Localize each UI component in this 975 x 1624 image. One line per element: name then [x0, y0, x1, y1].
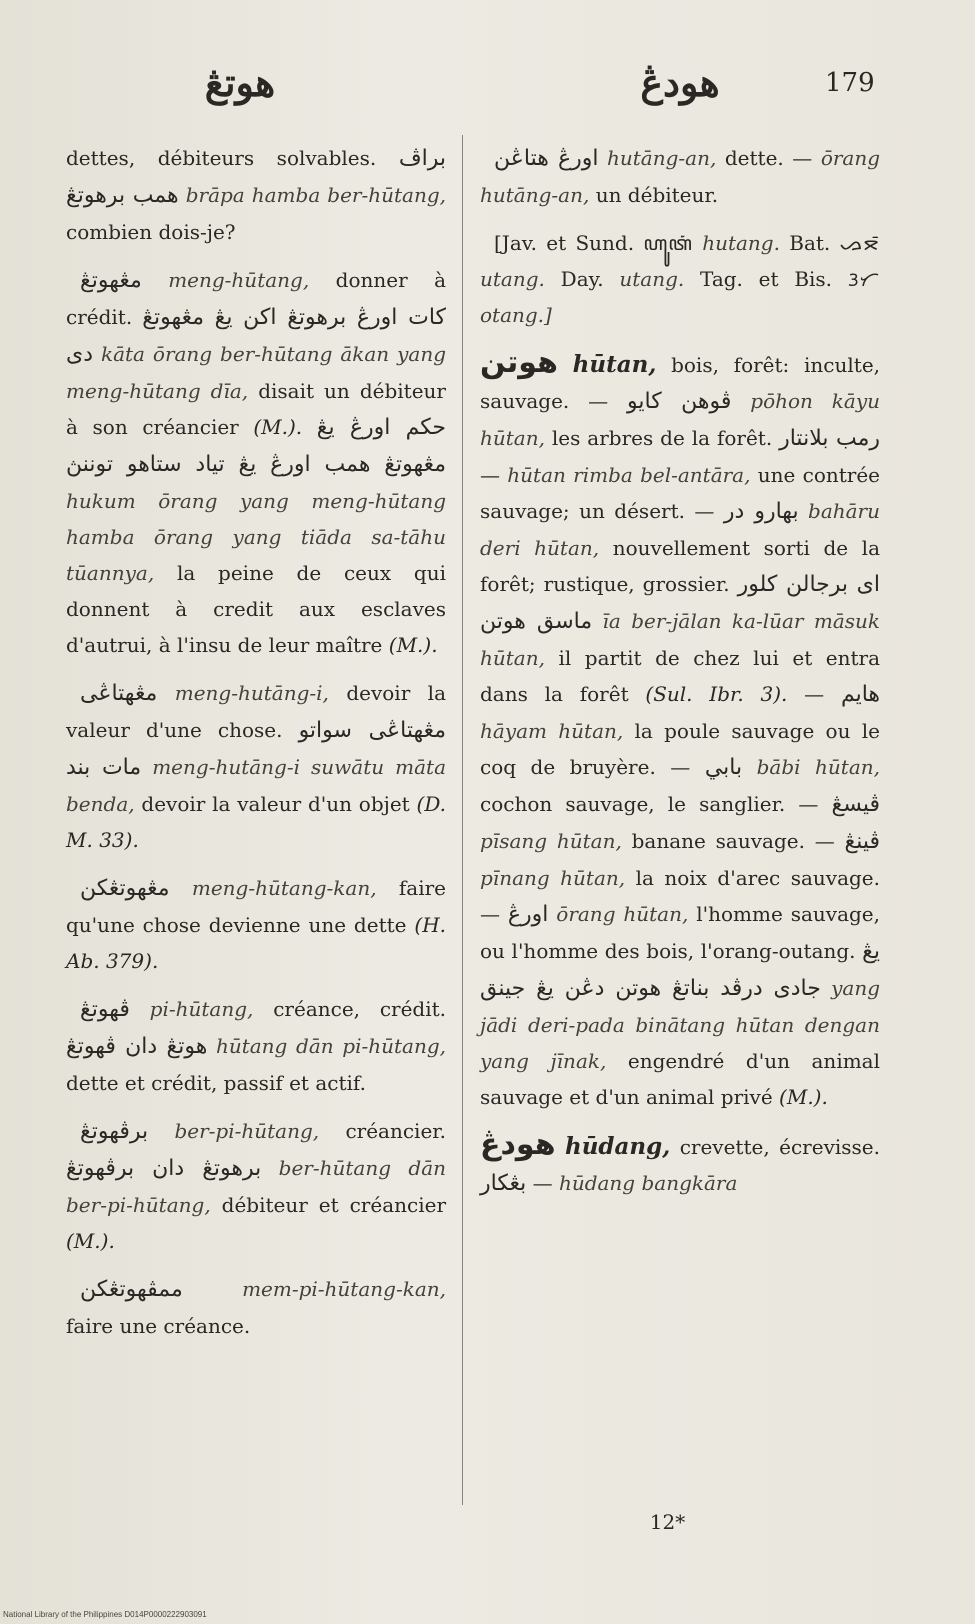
text: la poule sauvage ou le coq de bruyère. —: [480, 719, 880, 779]
left-running-head: هوتڠ: [204, 60, 276, 105]
text: combien dois-je?: [66, 220, 236, 244]
arabic-script: اى برجالن كلور ماسق هوتن: [480, 572, 880, 634]
arabic-script: كات اورڠ برهوتڠ اكن يڠ مڠهوتڠ دى: [66, 305, 446, 367]
arabic-script: بابي: [704, 755, 743, 780]
text: la peine de ceux qui donnent à credit aux esclaves d'autrui, à l'insu de leur maître: [66, 561, 446, 657]
transliteration: hūtang dān pi-hūtang,: [215, 1034, 446, 1058]
reference: (Sul. Ibr. 3).: [645, 682, 788, 706]
transliteration: īa ber-jālan ka-lūar māsuk hūtan,: [480, 609, 881, 670]
arabic-script: بڠكار: [480, 1171, 527, 1196]
entry-hudang: [480, 1127, 880, 1202]
transliteration: meng-hūtang-kan,: [191, 876, 377, 900]
text: dette et crédit, passif et actif.: [66, 1071, 366, 1095]
text: créancier.: [345, 1119, 446, 1143]
text: créance, crédit.: [273, 997, 447, 1021]
entry-meng-hutang-i: [66, 675, 446, 858]
transliteration: kāta ōrang ber-hūtang ākan yang meng-hūtang dīa,: [66, 342, 447, 403]
text: [Jav. et Sund.: [494, 231, 635, 255]
right-column: [480, 140, 880, 1214]
arabic-script: برڤهوتڠ: [80, 1119, 149, 1144]
arabic-script: مڠهوتڠ: [80, 268, 142, 293]
text: —: [480, 463, 500, 487]
arabic-script: ڤينڠ: [844, 829, 881, 854]
arabic-script: ڤيسڠ: [831, 792, 881, 817]
scan-footer: National Library of the Philippines D014P0000222903091: [3, 1610, 207, 1619]
text: devoir la valeur d'un objet: [141, 792, 410, 816]
arabic-script: هوتڠ دان ڤهوتڠ: [66, 1034, 208, 1059]
headword-arabic: هوتن: [480, 345, 558, 380]
entry-ber-pi-hutang: [66, 1113, 446, 1259]
entry-pi-hutang: [66, 991, 446, 1101]
text: les arbres de la forêt.: [551, 426, 773, 450]
text: une contrée sauvage; un désert. —: [480, 463, 881, 523]
entry-hutan: [480, 345, 880, 1115]
page-number: 179: [825, 68, 875, 98]
transliteration: meng-hūtang,: [168, 268, 310, 292]
transliteration: ōrang hūtan,: [556, 902, 689, 926]
entry-mem-pi-hutang-kan: [66, 1271, 446, 1344]
entry-continuation: [66, 140, 446, 250]
arabic-script: مڠهتاڠى: [80, 681, 158, 706]
text: dette.: [724, 146, 784, 170]
text: cochon sauvage, le sanglier. —: [480, 792, 819, 816]
signature-mark: 12*: [649, 1510, 686, 1534]
text: la noix d'arec sauvage. —: [480, 866, 880, 926]
transliteration: ber-hūtang dān ber-pi-hūtang,: [66, 1156, 447, 1217]
transliteration: utang.: [480, 267, 545, 291]
transliteration: pōhon kāyu hūtan,: [480, 389, 880, 450]
text: dettes, débiteurs solvables.: [66, 146, 377, 170]
text: donner à crédit.: [66, 268, 446, 329]
reference: (D. M. 33).: [66, 792, 446, 852]
transliteration: yang jādi deri-pada binātang hūtan dengan yang jīnak,: [480, 976, 881, 1073]
transliteration: ōrang hutāng-an,: [480, 146, 881, 207]
transliteration: hukum ōrang yang meng-hūtang hamba ōrang yang tiāda sa-tāhu tūannya,: [66, 489, 446, 585]
headword: hūdang,: [564, 1133, 671, 1160]
reference: (H. Ab. 379).: [66, 913, 446, 973]
transliteration: otang.]: [480, 303, 552, 327]
arabic-script: هايم: [840, 682, 881, 707]
etymology-note: [480, 225, 880, 333]
transliteration: ber-pi-hūtang,: [174, 1119, 320, 1143]
headword: hūtan,: [572, 351, 657, 378]
arabic-script: مڠهوتڠكن: [80, 876, 170, 901]
text: Tag. et Bis.: [700, 267, 833, 291]
transliteration: pīsang hūtan,: [480, 829, 622, 853]
reference: (M.).: [779, 1085, 828, 1109]
transliteration: hāyam hūtan,: [480, 719, 624, 743]
text: disait un débiteur à son créancier: [66, 379, 446, 439]
arabic-script: برهوتڠ دان برڤهوتڠ: [66, 1156, 262, 1181]
text: l'homme sauvage, ou l'homme des bois, l'orang-outang.: [480, 902, 880, 963]
arabic-script: براڤ: [398, 146, 446, 171]
transliteration: hūtan rimba bel-antāra,: [507, 463, 751, 487]
page-header: [0, 60, 975, 130]
reference: (M.).: [388, 633, 438, 657]
tagalog-script: ᜂᜆ: [847, 267, 880, 291]
arabic-script: همب برهوتڠ: [66, 183, 179, 208]
transliteration: bābi hūtan,: [756, 755, 880, 779]
reference: (M.).: [253, 415, 303, 439]
transliteration: meng-hutāng-i suwātu māta benda,: [66, 755, 446, 816]
text: —: [792, 146, 813, 170]
text: crevette, écrevisse.: [679, 1135, 880, 1159]
text: un débiteur.: [595, 183, 719, 207]
text: engendré d'un animal sauvage et d'un animal privé: [480, 1049, 880, 1109]
entry-meng-hutang: [66, 262, 446, 663]
arabic-script: مڠهتاڠى سواتو مات بند: [66, 718, 446, 780]
batak-script: ᯀᯖᯰ: [839, 231, 881, 255]
transliteration: hutāng-an,: [607, 146, 717, 170]
text: Day.: [560, 267, 604, 291]
arabic-script: بهارو در: [723, 499, 799, 524]
text: banane sauvage. —: [631, 829, 835, 853]
text: débiteur et créancier: [221, 1193, 447, 1217]
arabic-script: ممڤهوتڠكن: [80, 1277, 183, 1302]
transliteration: pi-hūtang,: [149, 997, 254, 1021]
text: il partit de chez lui et entra dans la forêt: [480, 646, 880, 706]
arabic-script: اورڠ هتاڠن: [494, 146, 599, 171]
right-running-head: هودڠ: [640, 60, 720, 105]
transliteration: brāpa hamba ber-hūtang,: [185, 183, 446, 207]
transliteration: mem-pi-hūtang-kan,: [242, 1277, 446, 1301]
transliteration: hutang.: [702, 231, 780, 255]
arabic-script: ڤوهن كايو: [627, 389, 732, 414]
arabic-script: رمب بلانتار: [779, 426, 881, 451]
text: bois, forêt: inculte, sauvage. —: [480, 353, 881, 413]
arabic-script: ڤهوتڠ: [80, 997, 130, 1022]
transliteration: bahāru deri hūtan,: [480, 499, 880, 560]
arabic-script: اورڠ: [507, 902, 549, 927]
javanese-script: ꦲꦸꦠꦁ: [643, 231, 693, 255]
text: nouvellement sorti de la forêt; rustique, grossier.: [480, 536, 880, 596]
headword-arabic: هودڠ: [480, 1127, 556, 1162]
column-divider: [462, 135, 463, 1505]
entry-hutang-an: [480, 140, 880, 213]
arabic-script: يڠ جادى درڤد بناتڠ هوتن دڠن يڠ جينق: [480, 939, 881, 1001]
entry-meng-hutang-kan: [66, 870, 446, 979]
text: —: [532, 1171, 553, 1195]
transliteration: hūdang bangkāra: [558, 1171, 738, 1195]
text: Bat.: [789, 231, 831, 255]
transliteration: pīnang hūtan,: [480, 866, 626, 890]
text: —: [804, 682, 825, 706]
text: devoir la valeur d'une chose.: [66, 681, 446, 742]
text: faire qu'une chose devienne une dette: [66, 876, 447, 937]
transliteration: meng-hutāng-i,: [174, 681, 329, 705]
left-column: [66, 140, 446, 1356]
arabic-script: حكم اورڠ يڠ مڠهوتڠ همب اورڠ يڠ تياد ستاهو توننڽ: [66, 415, 447, 477]
reference: (M.).: [66, 1229, 115, 1253]
text: faire une créance.: [66, 1314, 251, 1338]
transliteration: utang.: [619, 267, 685, 291]
